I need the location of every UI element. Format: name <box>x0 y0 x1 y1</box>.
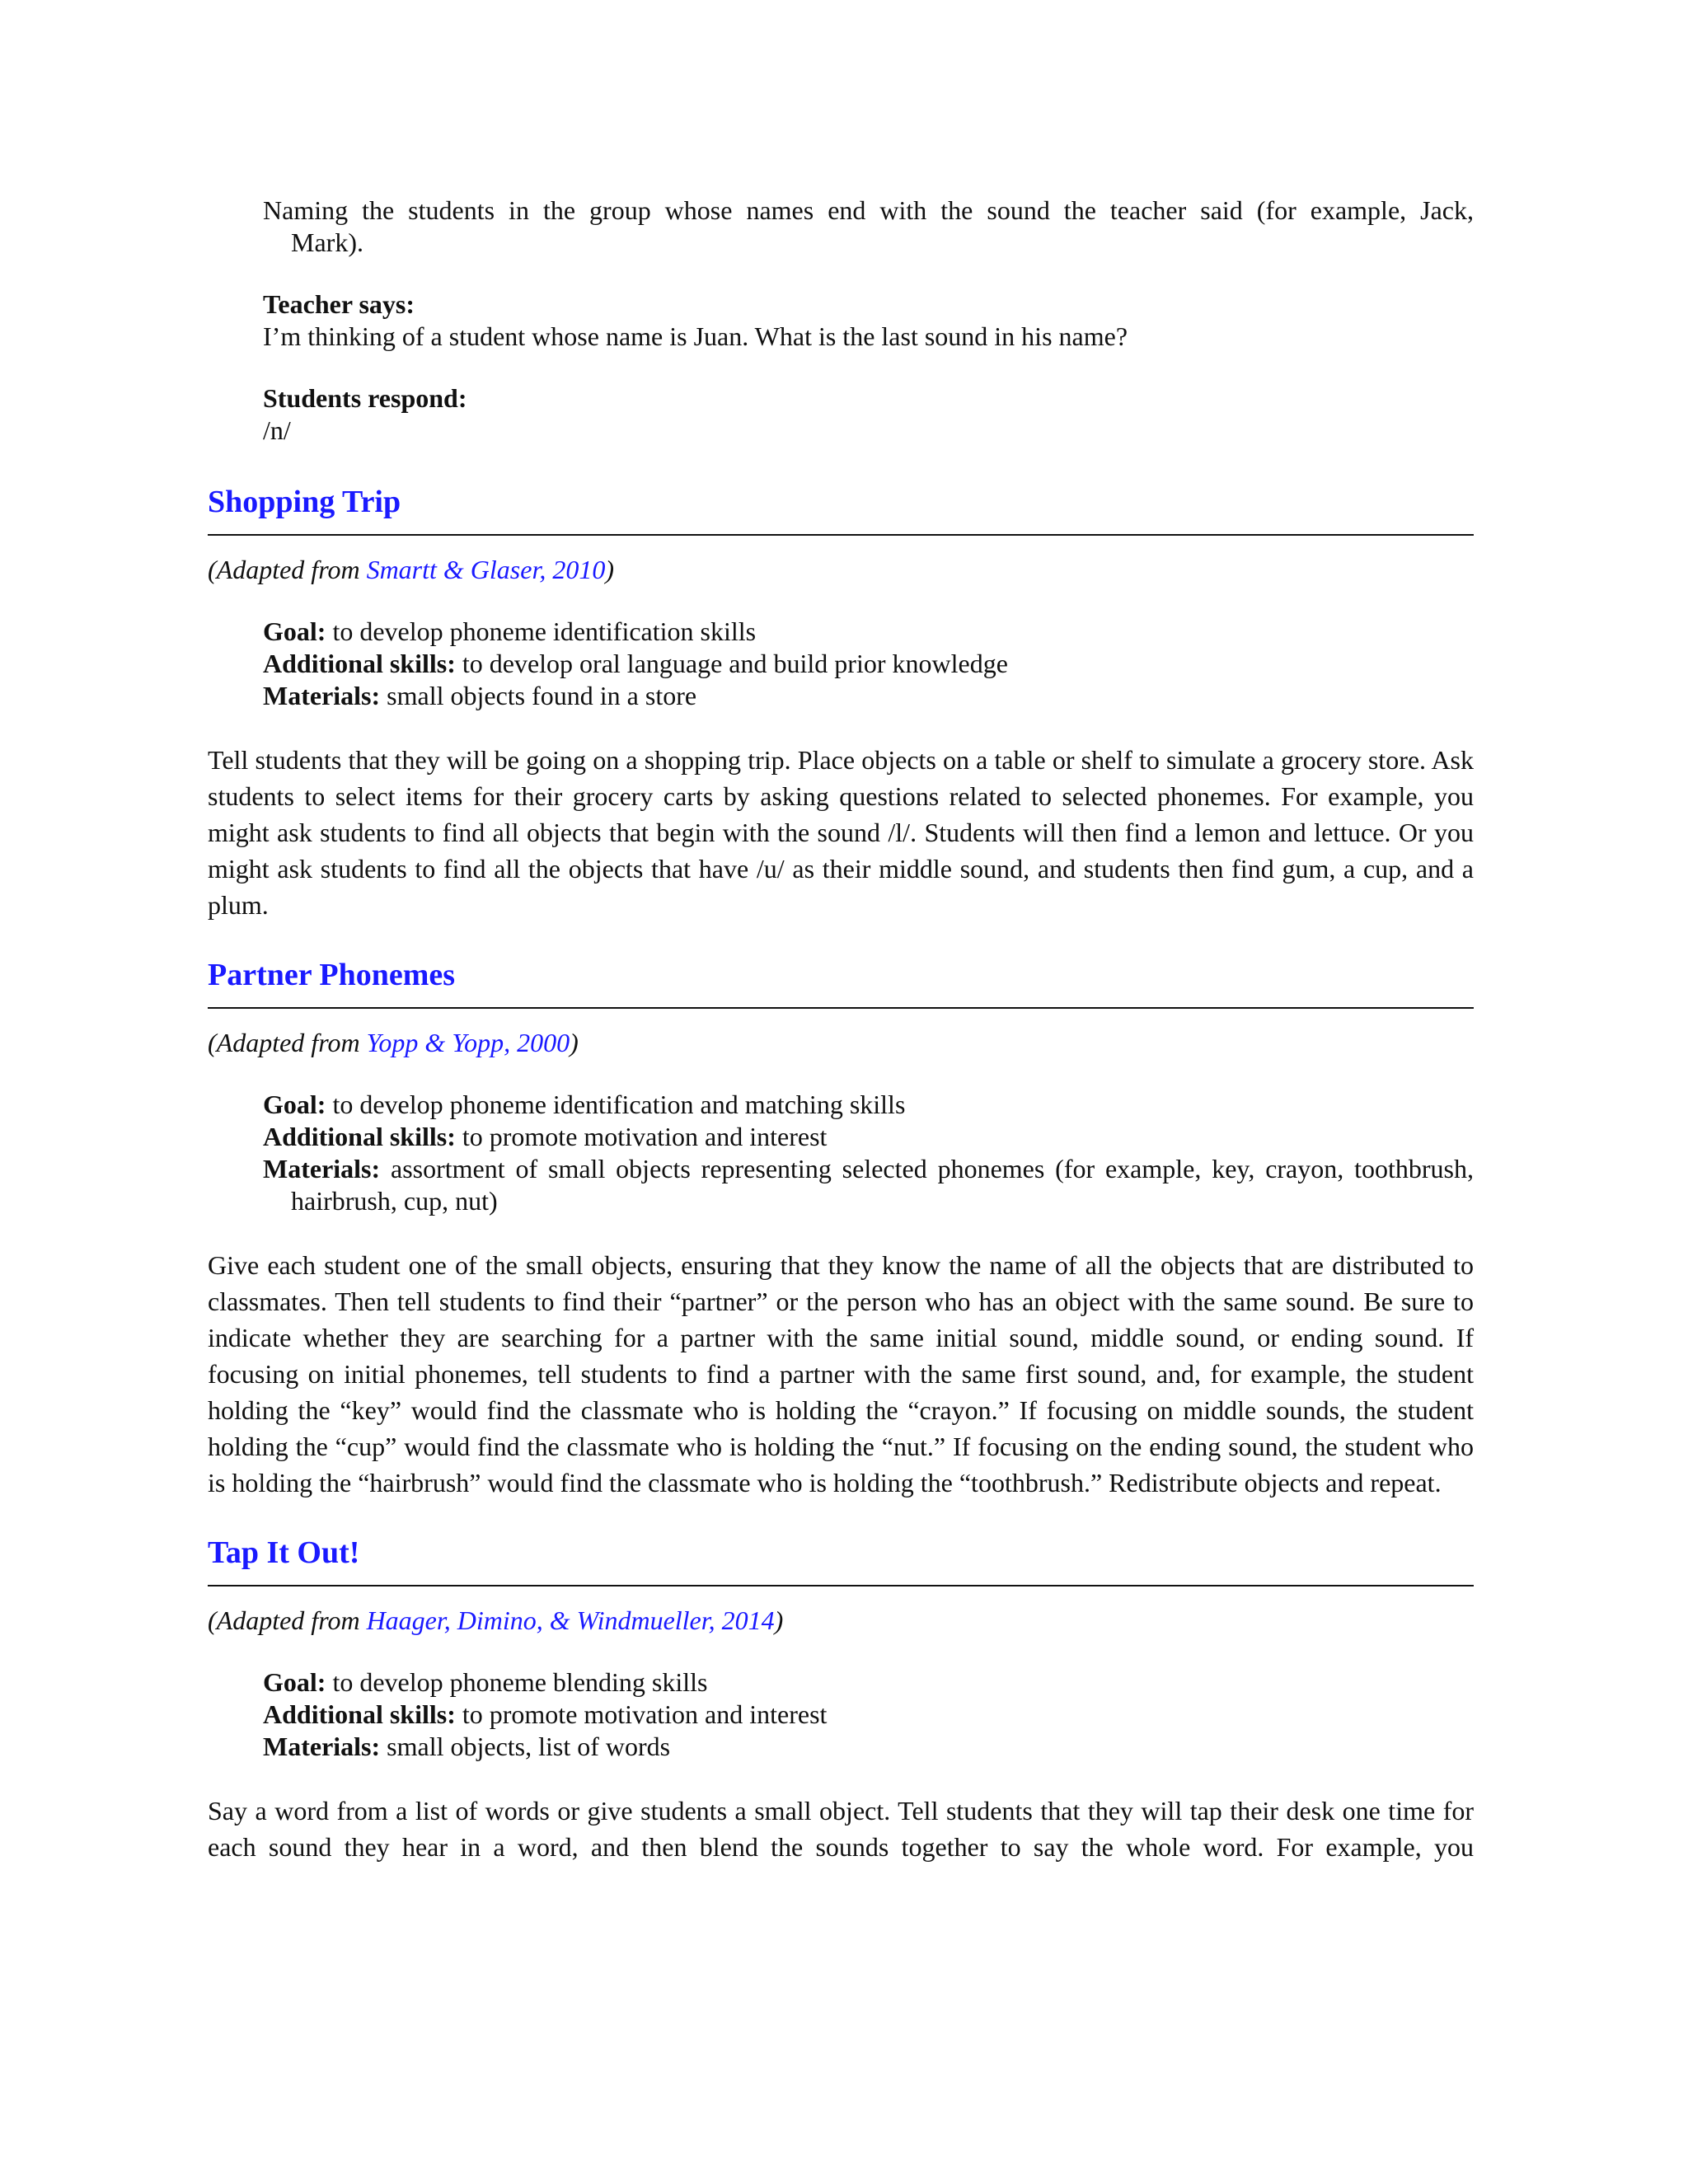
citation-link[interactable]: Smartt & Glaser, 2010 <box>366 555 606 584</box>
section-divider <box>208 1007 1474 1009</box>
additional-skills-line <box>263 1699 1474 1731</box>
teacher-says-label: Teacher says: <box>263 289 415 319</box>
goal-text: to develop phoneme identification skills <box>326 616 757 646</box>
activity-description: Say a word from a list of words or give students a small object. Tell students that they will tap their desk one time for each sound they hear in a word, and then blend the sounds together to say the whole word. For example, you <box>208 1796 1474 1862</box>
goal-line <box>263 1089 1474 1121</box>
materials-label: Materials: <box>263 1732 381 1761</box>
students-respond-label: Students respond: <box>263 383 467 413</box>
naming-line-2: Mark). <box>291 227 363 257</box>
goal-text: to develop phoneme blending skills <box>326 1667 708 1697</box>
materials-line <box>263 680 1474 712</box>
section-divider <box>208 534 1474 536</box>
document-content <box>208 194 1474 1865</box>
teacher-says-text: I’m thinking of a student whose name is Juan. What is the last sound in his name? <box>263 321 1128 351</box>
goal-label: Goal: <box>263 1090 326 1119</box>
materials-line <box>263 1731 1474 1763</box>
materials-text: small objects found in a store <box>380 681 697 710</box>
additional-skills-label: Additional skills: <box>263 1122 456 1151</box>
additional-skills-label: Additional skills: <box>263 649 456 678</box>
adapted-suffix: ) <box>570 1028 579 1057</box>
goal-label: Goal: <box>263 616 326 646</box>
section-shopping-trip <box>208 483 1474 923</box>
additional-skills-label: Additional skills: <box>263 1699 456 1729</box>
adapted-suffix: ) <box>774 1605 784 1635</box>
citation-link[interactable]: Yopp & Yopp, 2000 <box>366 1028 570 1057</box>
naming-line-1: Naming the students in the group whose names end with the sound the teacher said (for example, Jack, <box>263 195 1474 225</box>
materials-text: assortment of small objects representing selected phonemes (for example, key, crayon, toothbrush, hairbrush, cup, nut) <box>291 1154 1474 1216</box>
intro-block <box>208 194 1474 447</box>
section-title: Shopping Trip <box>208 485 401 519</box>
materials-label: Materials: <box>263 681 381 710</box>
section-tap-it-out <box>208 1534 1474 1865</box>
materials-text: small objects, list of words <box>380 1732 671 1761</box>
adapted-from-line <box>208 554 1474 586</box>
additional-skills-text: to develop oral language and build prior knowledge <box>455 649 1008 678</box>
additional-skills-line <box>263 648 1474 680</box>
students-respond-text: /n/ <box>263 415 291 445</box>
section-partner-phonemes <box>208 956 1474 1501</box>
goal-label: Goal: <box>263 1667 326 1697</box>
section-divider <box>208 1585 1474 1586</box>
activity-details <box>208 1089 1474 1217</box>
adapted-prefix: (Adapted from <box>208 1028 367 1057</box>
activity-details <box>208 1666 1474 1763</box>
materials-label: Materials: <box>263 1154 381 1183</box>
goal-line <box>263 1666 1474 1699</box>
citation-link[interactable]: Haager, Dimino, & Windmueller, 2014 <box>366 1605 775 1635</box>
adapted-from-line <box>208 1605 1474 1637</box>
adapted-prefix: (Adapted from <box>208 555 367 584</box>
additional-skills-text: to promote motivation and interest <box>455 1122 828 1151</box>
adapted-suffix: ) <box>605 555 615 584</box>
naming-instruction <box>263 194 1474 227</box>
activity-details <box>208 616 1474 712</box>
naming-instruction-continued <box>263 227 1474 259</box>
adapted-from-line <box>208 1027 1474 1059</box>
section-title: Partner Phonemes <box>208 958 456 992</box>
additional-skills-line <box>263 1121 1474 1153</box>
activity-description: Give each student one of the small objects, ensuring that they know the name of all the objects that are distributed to classmates. Then tell students to find their “partner” or the person who has an object with the same sound. Be sure to indicate whether they are searching for a partner with the same initial sound, middle sound, or ending sound. If focusing on initial phonemes, tell students to find a partner with the same first sound, and, for example, the student holding the “key” would find the classmate who is holding the “crayon.” If focusing on middle sounds, the student holding the “cup” would find the classmate who is holding the “nut.” If focusing on the ending sound, the student who is holding the “hairbrush” would find the classmate who is holding the “toothbrush.” Redistribute objects and repeat. <box>208 1250 1474 1497</box>
goal-text: to develop phoneme identification and matching skills <box>326 1090 906 1119</box>
goal-line <box>263 616 1474 648</box>
additional-skills-text: to promote motivation and interest <box>455 1699 828 1729</box>
section-title: Tap It Out! <box>208 1535 360 1570</box>
activity-description: Tell students that they will be going on a shopping trip. Place objects on a table or shelf to simulate a grocery store. Ask students to select items for their grocery carts by asking questions related to selected phonemes. For example, you might ask students to find all objects that begin with the sound /l/. Students will then find a lemon and lettuce. Or you might ask students to find all the objects that have /u/ as their middle sound, and students then find gum, a cup, and a plum. <box>208 745 1474 920</box>
adapted-prefix: (Adapted from <box>208 1605 367 1635</box>
materials-line <box>263 1153 1474 1217</box>
